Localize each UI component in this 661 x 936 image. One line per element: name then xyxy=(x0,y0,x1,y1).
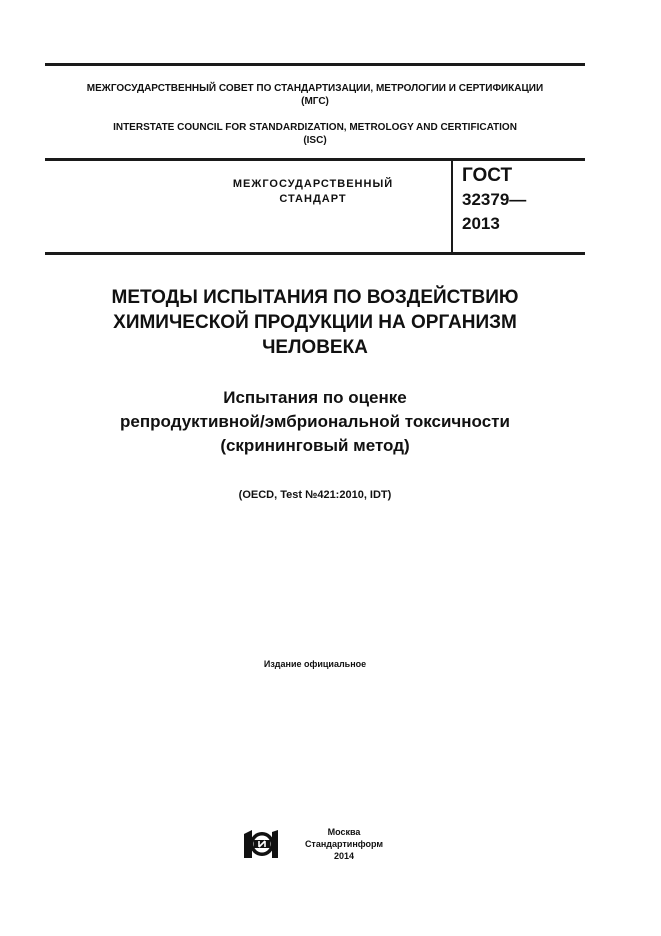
council-ru-abbr: (МГС) xyxy=(301,96,329,107)
standard-type xyxy=(180,177,446,207)
top-rule xyxy=(45,63,585,66)
gost-year: 2013 xyxy=(462,214,500,233)
council-ru xyxy=(45,82,585,108)
middle-rule xyxy=(45,158,585,161)
standard-type-line1: МЕЖГОСУДАРСТВЕННЫЙ xyxy=(232,178,394,190)
council-en xyxy=(45,121,585,147)
document-subtitle xyxy=(45,386,585,458)
title-line2: ХИМИЧЕСКОЙ ПРОДУКЦИИ НА ОРГАНИЗМ xyxy=(113,312,517,333)
subtitle-line1: Испытания по оценке xyxy=(223,388,407,407)
document-title xyxy=(45,285,585,360)
imprint-city: Москва xyxy=(327,827,361,837)
edition-note: Издание официальное xyxy=(263,659,367,669)
gost-number: 32379— xyxy=(462,190,527,209)
council-en-name: INTERSTATE COUNCIL FOR STANDARDIZATION, METROLOGY AND CERTIFICATION xyxy=(113,122,517,133)
imprint xyxy=(292,826,396,862)
title-line1: МЕТОДЫ ИСПЫТАНИЯ ПО ВОЗДЕЙСТВИЮ xyxy=(111,287,519,308)
gost-designation xyxy=(462,164,526,236)
standard-type-line2: СТАНДАРТ xyxy=(279,193,347,205)
imprint-publisher: Стандартинформ xyxy=(304,839,384,849)
bottom-rule xyxy=(45,252,585,255)
council-en-abbr: (ISC) xyxy=(303,135,327,146)
standartinform-logo-icon xyxy=(240,828,282,860)
vertical-rule xyxy=(451,161,453,252)
council-ru-name: МЕЖГОСУДАРСТВЕННЫЙ СОВЕТ ПО СТАНДАРТИЗАЦИИ, МЕТРОЛОГИИ И СЕРТИФИКАЦИИ xyxy=(86,83,544,94)
subtitle-line3: (скрининговый метод) xyxy=(220,436,410,455)
subtitle-line2: репродуктивной/эмбриональной токсичности xyxy=(120,412,510,431)
logo-graphic xyxy=(240,828,282,860)
oecd-reference: (OECD, Test №421:2010, IDT) xyxy=(238,489,392,501)
gost-label: ГОСТ xyxy=(462,165,513,186)
title-line3: ЧЕЛОВЕКА xyxy=(262,337,368,358)
imprint-year: 2014 xyxy=(333,851,355,861)
